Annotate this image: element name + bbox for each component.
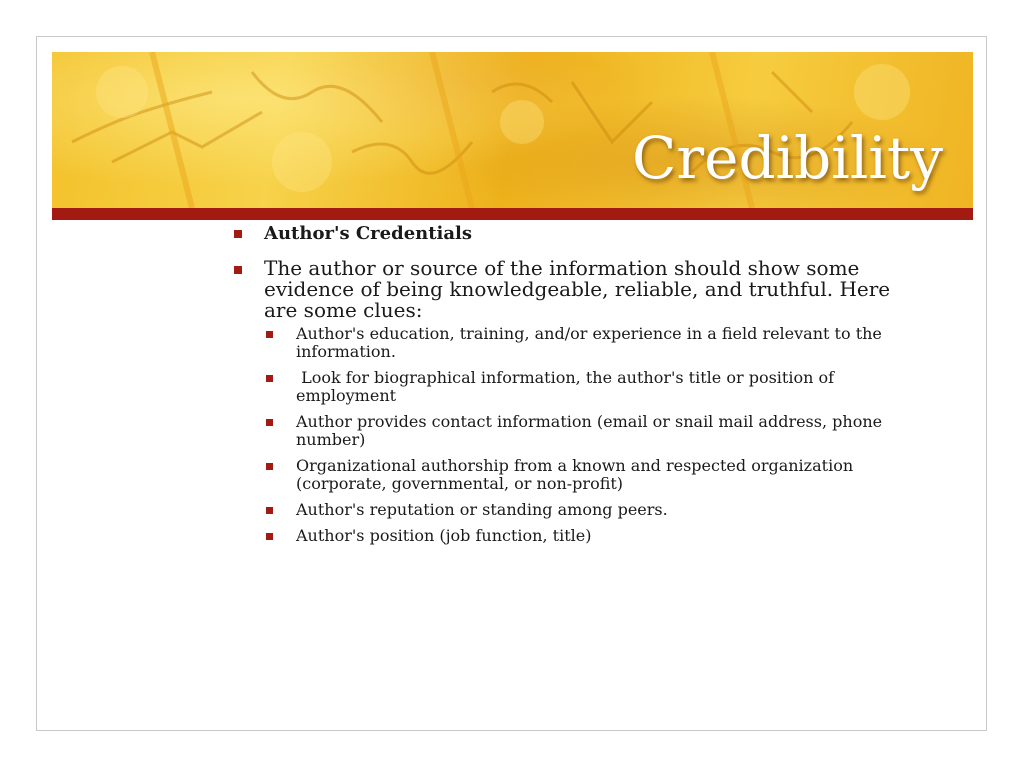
bullet-item [234,222,914,244]
bullet-text: The author or source of the information should show some evidence of being knowledgeable, reliable, and truthful. Here are some clues: [264,256,891,322]
square-bullet-icon [234,230,242,238]
sub-bullet-text: Author's position (job function, title) [296,526,592,545]
sub-bullet-item [266,501,896,519]
bullet-item [234,258,914,321]
slide-title: Credibility [632,124,943,192]
sub-bullet-text: Organizational authorship from a known and respected organization (corporate, governmental, or non-profit) [296,456,854,493]
bullet-heading: Author's Credentials [264,223,473,244]
square-bullet-icon [266,375,273,382]
sub-bullet-list [266,325,914,545]
square-bullet-icon [266,533,273,540]
sub-bullet-item [266,369,896,405]
square-bullet-icon [266,331,273,338]
sub-bullet-item [266,527,896,545]
sub-bullet-text: Look for biographical information, the author's title or position of employment [296,368,840,405]
square-bullet-icon [234,266,242,274]
title-banner [52,52,973,208]
sub-bullet-item [266,325,896,361]
banner-stripe [52,208,973,220]
square-bullet-icon [266,419,273,426]
sub-bullet-text: Author provides contact information (email or snail mail address, phone number) [296,412,883,449]
sub-bullet-item [266,457,896,493]
slide-content [234,222,914,553]
square-bullet-icon [266,507,273,514]
sub-bullet-text: Author's reputation or standing among peers. [296,500,668,519]
square-bullet-icon [266,463,273,470]
sub-bullet-item [266,413,896,449]
sub-bullet-text: Author's education, training, and/or experience in a field relevant to the information. [296,324,882,361]
